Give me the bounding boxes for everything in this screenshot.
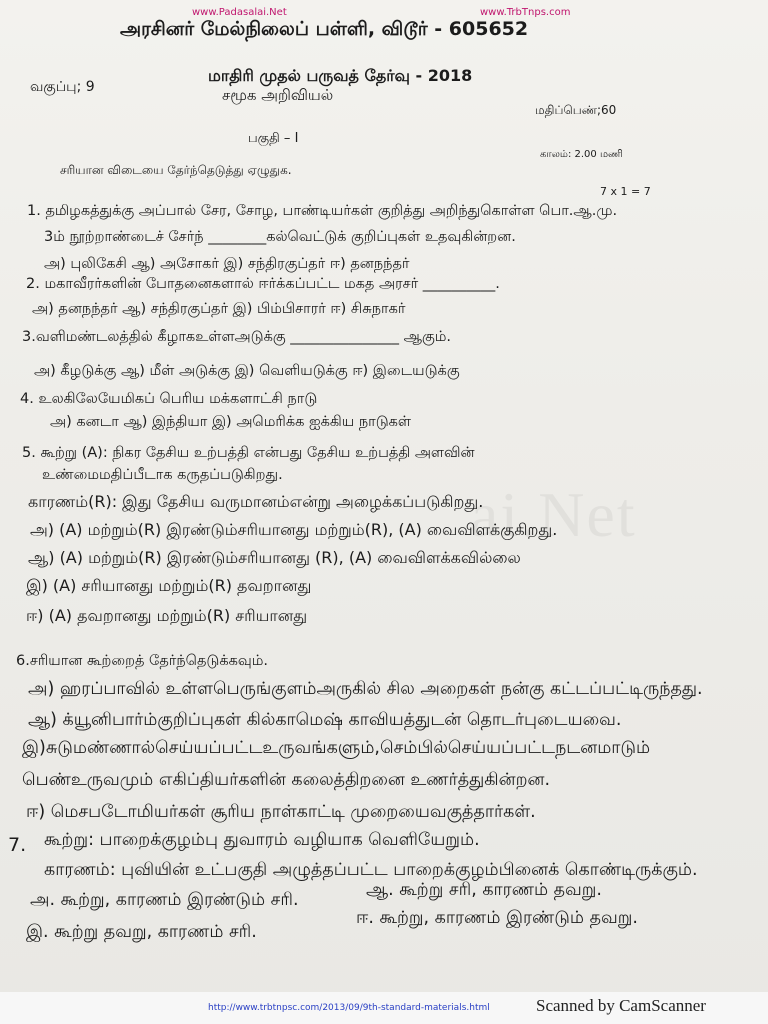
score-label: 7 x 1 = 7 — [600, 185, 651, 198]
q4-line1: 4. உலகிலேயேமிகப் பெரிய மக்களாட்சி நாடு — [20, 391, 318, 407]
q6-option-c-line1: இ)சுடுமண்ணால்செய்யப்பட்டஉருவங்களும்,செம்பில்செய்யப்பட்டநடனமாடும் — [22, 738, 651, 758]
q7-option-d: ஈ. கூற்று, காரணம் இரண்டும் தவறு. — [356, 908, 638, 928]
q2-line1: 2. மகாவீரர்களின் போதனைகளால் ஈர்க்கப்பட்ட மகத அரசர் __________. — [26, 276, 500, 292]
q1-line2: 3ம் நூற்றாண்டைச் சேர்ந் ________கல்வெட்டுக் குறிப்புகள் உதவுகின்றன. — [44, 229, 516, 245]
q5-option-c: இ) (A) சரியானது மற்றும்(R) தவறானது — [26, 576, 312, 595]
q5-reason: காரணம்(R): இது தேசிய வருமானம்என்று அழைக்கப்படுகிறது. — [28, 492, 484, 511]
school-name: அரசினர் மேல்நிலைப் பள்ளி, விடூர் - 605652 — [120, 18, 529, 40]
exam-title: மாதிரி முதல் பருவத் தேர்வு - 2018 — [208, 66, 473, 85]
padasalai-link[interactable]: www.Padasalai.Net — [192, 7, 287, 18]
q7-line2: காரணம்: புவியின் உட்பகுதி அழுத்தப்பட்ட பாறைக்குழம்பினைக் கொண்டிருக்கும். — [44, 860, 698, 880]
q6-option-a: அ) ஹரப்பாவில் உள்ளபெருங்குளம்அருகில் சில அறைகள் நன்கு கட்டப்பட்டிருந்தது. — [28, 679, 703, 699]
q6-option-c-line2: பெண்உருவமும் எகிப்தியர்களின் கலைத்திறனை உணர்த்துகின்றன. — [22, 770, 551, 790]
q5-option-a: அ) (A) மற்றும்(R) இரண்டும்சரியானது மற்றும்(R), (A) வைவிளக்குகிறது. — [30, 520, 558, 539]
q7-option-b: ஆ. கூற்று சரி, காரணம் தவறு. — [366, 880, 602, 900]
part-label: பகுதி – I — [248, 131, 299, 146]
q7-line1: கூற்று: பாறைக்குழம்பு துவாரம் வழியாக வெளியேறும். — [44, 830, 480, 850]
total-marks: மதிப்பெண்;60 — [535, 103, 617, 117]
q7-option-a: அ. கூற்று, காரணம் இரண்டும் சரி. — [30, 890, 299, 910]
trbtnps-link[interactable]: www.TrbTnps.com — [480, 7, 571, 18]
q5-option-d: ஈ) (A) தவறானது மற்றும்(R) சரியானது — [26, 606, 308, 625]
q5-option-b: ஆ) (A) மற்றும்(R) இரண்டும்சரியானது (R), (A) வைவிளக்கவில்லை — [28, 548, 521, 567]
q7-number: 7. — [8, 834, 27, 856]
footer-url-link[interactable]: http://www.trbtnpsc.com/2013/09/9th-standard-materials.html — [208, 1003, 490, 1013]
q6-option-b: ஆ) க்யூனிபார்ம்குறிப்புகள் கில்காமெஷ் காவியத்துடன் தொடர்புடையவை. — [28, 710, 622, 730]
q6-line1: 6.சரியான கூற்றைத் தேர்ந்தெடுக்கவும். — [16, 653, 269, 669]
q5-line2: உண்மைமதிப்பீடாக கருதப்படுகிறது. — [42, 467, 283, 483]
q1-options: அ) புலிகேசி ஆ) அசோகர் இ) சந்திரகுப்தர் ஈ) தனநந்தர் — [44, 256, 410, 272]
q3-line1: 3.வளிமண்டலத்தில் கீழாகஉள்ளஅடுக்கு _______________ ஆகும். — [22, 329, 452, 345]
class-label: வகுப்பு; 9 — [30, 79, 95, 95]
q6-option-d: ஈ) மெசபடோமியர்கள் சூரிய நாள்காட்டி முறையைவகுத்தார்கள். — [26, 802, 536, 822]
camscanner-label: Scanned by CamScanner — [536, 996, 706, 1015]
q5-line1: 5. கூற்று (A): நிகர தேசிய உற்பத்தி என்பது தேசிய உற்பத்தி அளவின் — [22, 445, 475, 461]
q7-option-c: இ. கூற்று தவறு, காரணம் சரி. — [26, 922, 257, 942]
q1-line1: 1. தமிழகத்துக்கு அப்பால் சேர, சோழ, பாண்டியர்கள் குறித்து அறிந்துகொள்ள பொ.ஆ.மு. — [27, 203, 618, 219]
time-label: காலம்: 2.00 மணி — [540, 149, 623, 160]
watermark: ai.Net — [470, 479, 637, 550]
subject-title: சமூக அறிவியல் — [222, 86, 334, 104]
q2-options: அ) தனநந்தர் ஆ) சந்திரகுப்தர் இ) பிம்பிசாரர் ஈ) சிசுநாகர் — [32, 301, 406, 317]
instruction-text: சரியான விடையை தேர்ந்தெடுத்து ஏழுதுக. — [60, 163, 292, 177]
q3-options: அ) கீழடுக்கு ஆ) மீள் அடுக்கு இ) வெளியடுக்கு ஈ) இடையடுக்கு — [34, 363, 460, 379]
q4-options: அ) கனடா ஆ) இந்தியா இ) அமெரிக்க ஐக்கிய நாடுகள் — [50, 414, 411, 430]
